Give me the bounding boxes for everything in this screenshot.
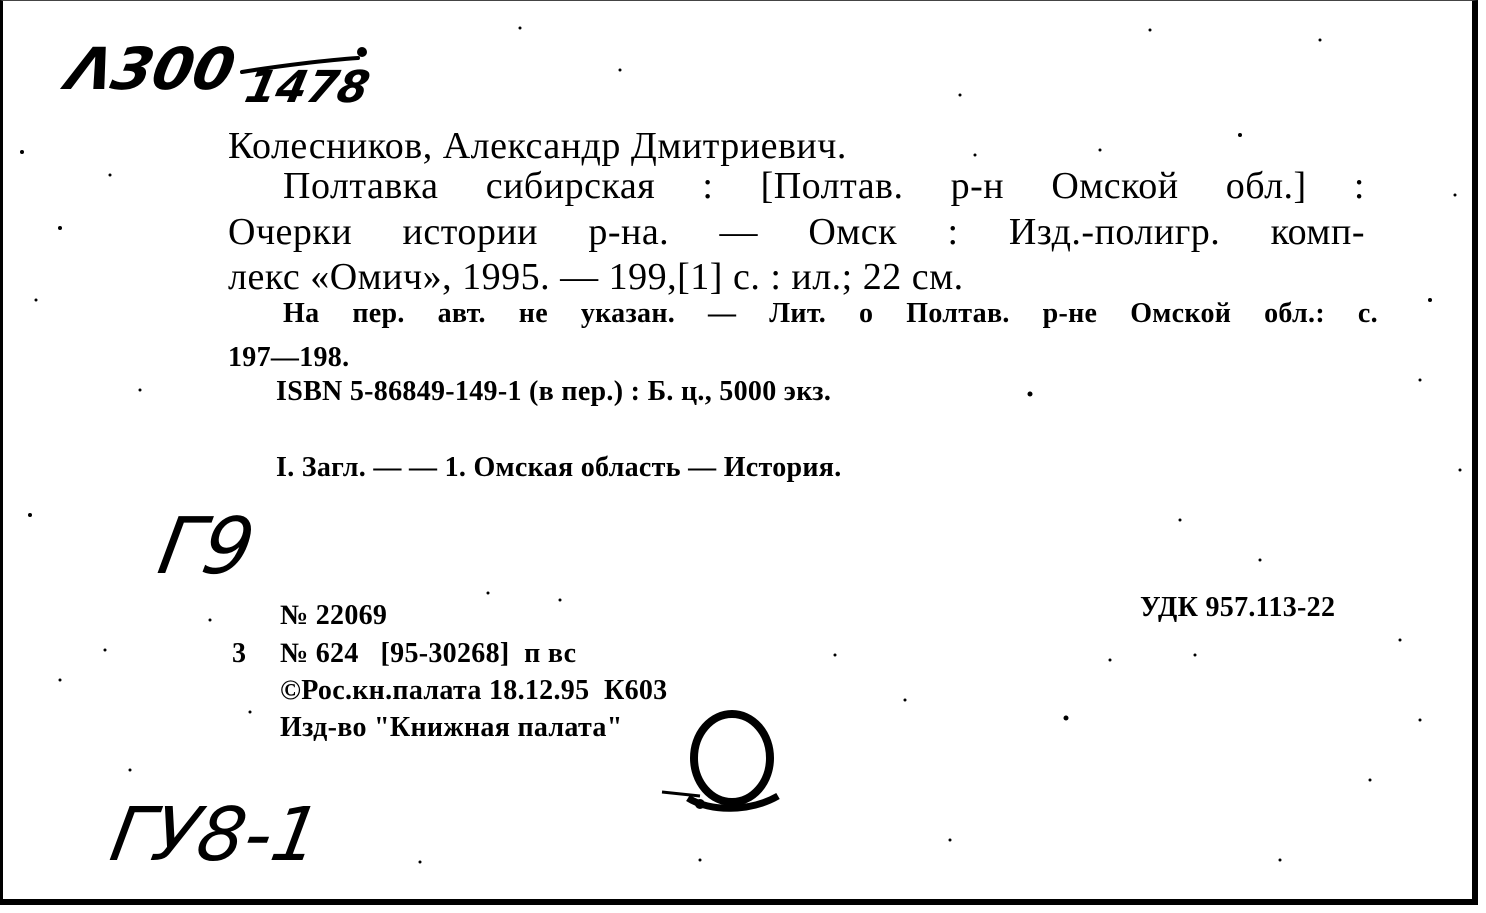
tracings-line: I. Загл. — — 1. Омская область — История. xyxy=(276,452,842,483)
card-number: № 22069 xyxy=(280,600,388,631)
handwritten-code-right: 1478 xyxy=(240,62,374,113)
note-line-1: На пер. авт. не указан. — Лит. о Полтав. р-не Омской обл.: с. xyxy=(283,298,1378,329)
registration-number: № 624 [95-30268] п вс xyxy=(280,638,577,669)
title-line-3: лекс «Омич», 1995. — 199,[1] с. : ил.; 22 см. xyxy=(228,256,964,298)
copies-digit: 3 xyxy=(232,638,247,669)
handwritten-code-left: Λ300 xyxy=(60,35,242,103)
ink-stamp-mark xyxy=(660,700,800,830)
publisher-line: Изд-во "Книжная палата" xyxy=(280,712,623,743)
book-chamber-line: ©Рос.кн.палата 18.12.95 К603 xyxy=(280,675,668,706)
title-line-1: Полтавка сибирская : [Полтав. р-н Омской обл.] : xyxy=(283,165,1365,207)
isbn-line: ISBN 5-86849-149-1 (в пер.) : Б. ц., 5000 экз. xyxy=(276,376,832,407)
handwritten-overline xyxy=(238,42,398,82)
handwritten-mark-g9: Г9 xyxy=(152,502,262,592)
note-line-2: 197—198. xyxy=(228,342,350,373)
title-line-2: Очерки истории р-на. — Омск : Изд.-полигр. комп- xyxy=(228,211,1365,253)
author-heading: Колесников, Александр Дмитриевич. xyxy=(228,125,847,167)
udc-code: УДК 957.113-22 xyxy=(1140,592,1336,623)
handwritten-mark-bottom: ГУ8-1 xyxy=(104,792,327,878)
